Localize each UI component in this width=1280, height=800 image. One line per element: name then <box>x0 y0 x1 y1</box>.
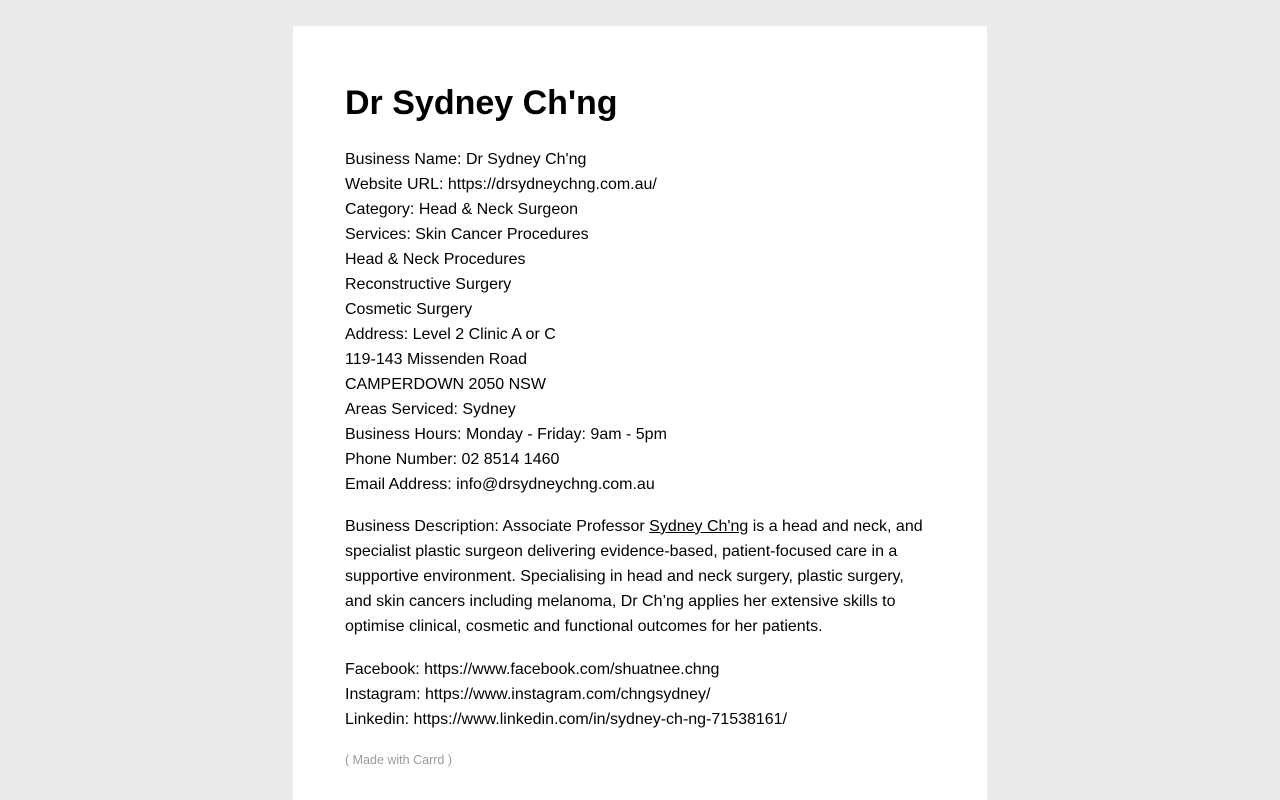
content-container <box>345 26 927 769</box>
info-line-business-name: Business Name: Dr Sydney Ch'ng <box>345 150 587 168</box>
info-line-areas-serviced: Areas Serviced: Sydney <box>345 400 516 418</box>
business-info <box>345 147 927 497</box>
description-text-before-link: Business Description: Associate Professor <box>345 517 650 535</box>
page-title: Dr Sydney Ch'ng <box>345 84 618 122</box>
description-text-after-link: is a head and neck, and specialist plastic surgeon delivering evidence-based, patient-focused care in a supportive environment. Specialising in head and neck surgery, plastic surgery, and skin cancers including melanoma, Dr Ch’ng applies her extensive skills to optimise clinical, cosmetic and functional outcomes for her patients. <box>345 517 923 635</box>
info-line-service-4: Cosmetic Surgery <box>345 300 473 318</box>
info-line-email-address: Email Address: info@drsydneychng.com.au <box>345 475 655 493</box>
footer-suffix: ) <box>444 752 452 767</box>
social-line-facebook: Facebook: https://www.facebook.com/shuatnee.chng <box>345 660 720 678</box>
made-with-carrd-link[interactable]: Made with Carrd <box>352 752 445 767</box>
info-line-service-2: Head & Neck Procedures <box>345 250 526 268</box>
info-line-address-street: 119-143 Missenden Road <box>345 350 528 368</box>
info-line-address: Address: Level 2 Clinic A or C <box>345 325 556 343</box>
info-line-category: Category: Head & Neck Surgeon <box>345 200 579 218</box>
info-line-services: Services: Skin Cancer Procedures <box>345 225 589 243</box>
info-line-business-hours: Business Hours: Monday - Friday: 9am - 5pm <box>345 425 667 443</box>
info-line-website-url: Website URL: https://drsydneychng.com.au/ <box>345 175 657 193</box>
sydney-chng-link[interactable]: Sydney Ch'ng <box>649 517 749 535</box>
info-line-phone-number: Phone Number: 02 8514 1460 <box>345 450 560 468</box>
info-line-address-city: CAMPERDOWN 2050 NSW <box>345 375 546 393</box>
info-line-service-3: Reconstructive Surgery <box>345 275 512 293</box>
content-card <box>293 26 987 800</box>
made-with-carrd-footer <box>345 752 927 770</box>
social-line-instagram: Instagram: https://www.instagram.com/chngsydney/ <box>345 685 711 703</box>
business-description <box>345 514 927 639</box>
social-links <box>345 657 927 732</box>
social-line-linkedin: Linkedin: https://www.linkedin.com/in/sydney-ch-ng-71538161/ <box>345 710 788 728</box>
footer-prefix: ( <box>345 752 353 767</box>
